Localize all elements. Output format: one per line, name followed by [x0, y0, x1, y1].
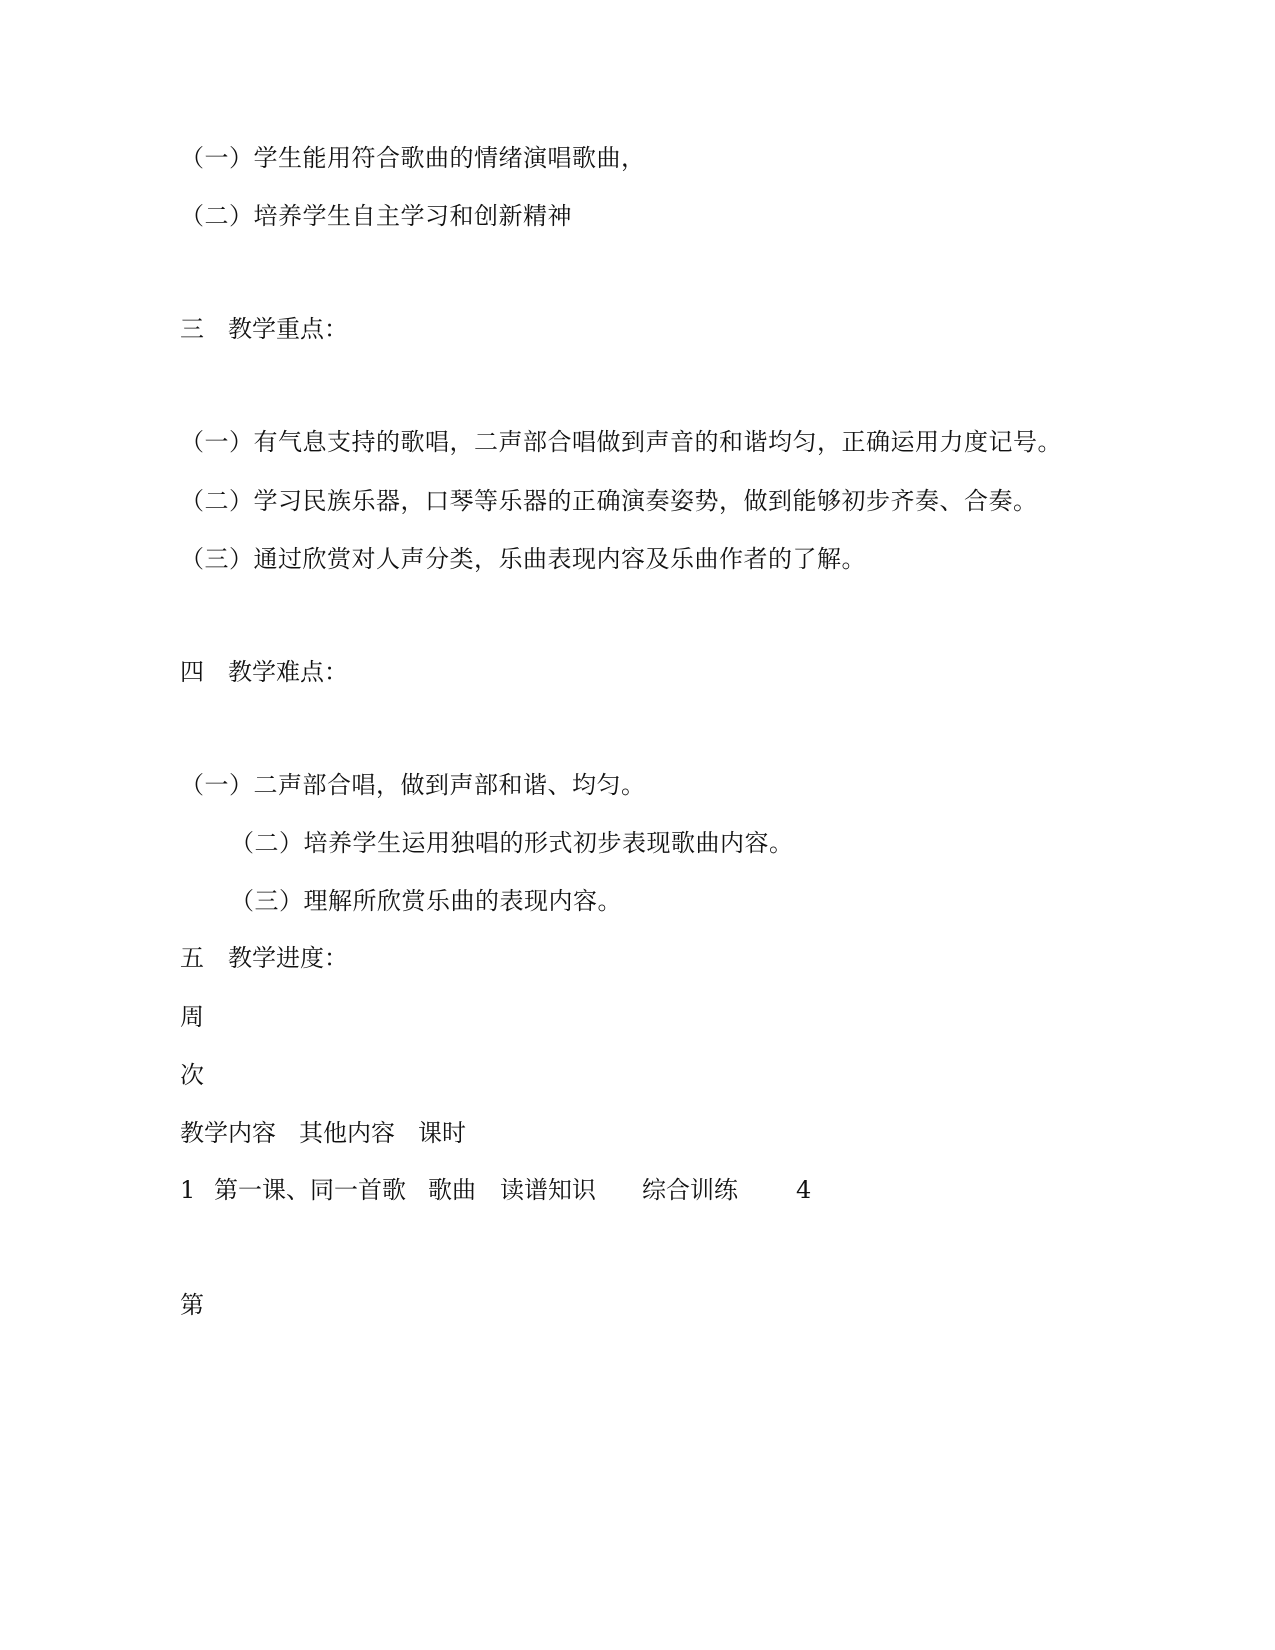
row-1-hours: 4 [796, 1176, 812, 1204]
section-3-heading [180, 314, 580, 344]
row-1-knowledge: 读谱知识 [500, 1176, 596, 1204]
week-label-1: 周 [180, 1003, 205, 1031]
objective-item-2: （二）培养学生自主学习和创新精神 [180, 202, 572, 230]
difficulty-item-3: （三）理解所欣赏乐曲的表现内容。 [230, 887, 622, 915]
next-row-label: 第 [180, 1291, 205, 1319]
section-4-number: 四 [180, 658, 204, 686]
schedule-header-row [180, 1118, 680, 1148]
key-point-item-3: （三）通过欣赏对人声分类，乐曲表现内容及乐曲作者的了解。 [180, 545, 866, 573]
row-1-lesson: 第一课、同一首歌 [214, 1176, 406, 1204]
header-class-hours: 课时 [418, 1119, 466, 1147]
section-5-number: 五 [180, 944, 204, 972]
key-point-item-2: （二）学习民族乐器，口琴等乐器的正确演奏姿势，做到能够初步齐奏、合奏。 [180, 487, 1038, 515]
difficulty-item-1: （一）二声部合唱，做到声部和谐、均匀。 [180, 771, 646, 799]
section-5-heading [180, 943, 580, 973]
schedule-row-1 [180, 1175, 880, 1205]
objective-item-1: （一）学生能用符合歌曲的情绪演唱歌曲， [180, 144, 646, 172]
key-point-item-1: （一）有气息支持的歌唱，二声部合唱做到声音的和谐均匀，正确运用力度记号。 [180, 428, 1062, 456]
row-1-type: 歌曲 [428, 1176, 476, 1204]
section-5-title: 教学进度： [228, 944, 348, 972]
difficulty-item-2: （二）培养学生运用独唱的形式初步表现歌曲内容。 [230, 829, 794, 857]
week-label-2: 次 [180, 1061, 205, 1089]
row-1-week: 1 [180, 1176, 196, 1204]
section-3-title: 教学重点： [228, 315, 348, 343]
header-other-content: 其他内容 [299, 1119, 395, 1147]
section-4-heading [180, 657, 580, 687]
section-4-title: 教学难点： [228, 658, 348, 686]
row-1-other: 综合训练 [642, 1176, 738, 1204]
section-3-number: 三 [180, 315, 204, 343]
header-teaching-content: 教学内容 [180, 1119, 276, 1147]
